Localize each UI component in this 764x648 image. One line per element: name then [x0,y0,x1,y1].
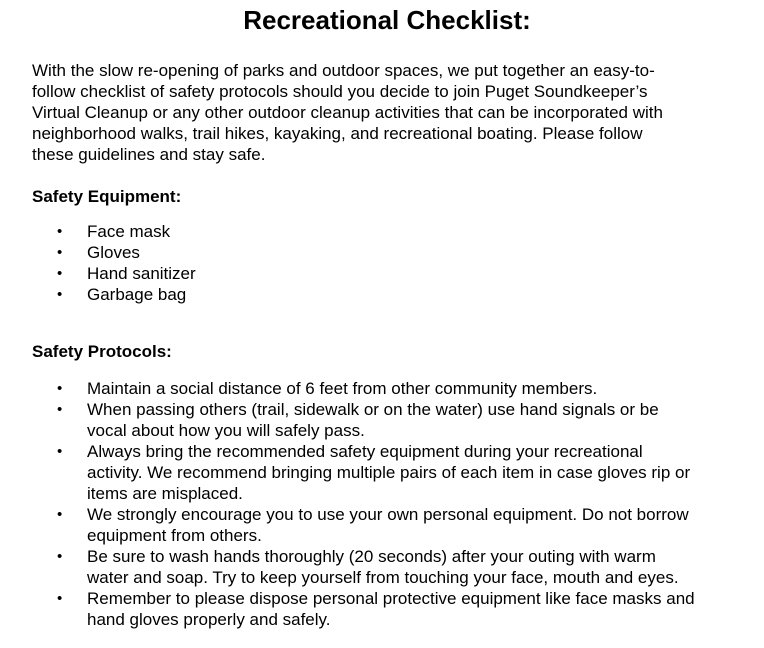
bullet-icon: • [57,223,63,240]
list-item-text: Hand sanitizer [87,264,196,283]
list-item [0,378,695,399]
list-item [0,242,196,263]
list-item [0,546,695,588]
list-item-text: Gloves [87,243,140,262]
list-item [0,263,196,284]
list-item [0,588,695,630]
list-item-text: Face mask [87,222,171,241]
list-item-text: equipment from others. [87,526,262,545]
intro-line: With the slow re-opening of parks and outdoor spaces, we put together an easy-to- [32,61,655,80]
bullet-icon: • [57,401,63,418]
intro-line: follow checklist of safety protocols should you decide to join Puget Soundkeeper’s [32,82,648,101]
safety-equipment-list [0,221,196,305]
list-item-text: We strongly encourage you to use your own personal equipment. Do not borrow [87,505,689,524]
list-item-text: Garbage bag [87,285,187,304]
list-item-text: vocal about how you will safely pass. [87,421,365,440]
page-title: Recreational Checklist: [243,5,531,35]
intro-line: Virtual Cleanup or any other outdoor cleanup activities that can be incorporated with [32,103,663,122]
bullet-icon: • [57,443,63,460]
bullet-icon: • [57,506,63,523]
bullet-icon: • [57,265,63,282]
bullet-icon: • [57,590,63,607]
list-item [0,284,196,305]
intro-line: neighborhood walks, trail hikes, kayaking, and recreational boating. Please follow [32,124,643,143]
list-item-text: Maintain a social distance of 6 feet from other community members. [87,379,598,398]
list-item-text: Remember to please dispose personal protective equipment like face masks and [87,589,695,608]
list-item-text: activity. We recommend bringing multiple pairs of each item in case gloves rip or [87,463,691,482]
intro-paragraph [32,60,762,165]
bullet-icon: • [57,244,63,261]
list-item [0,221,196,242]
list-item-text: Always bring the recommended safety equipment during your recreational [87,442,643,461]
safety-protocols-heading: Safety Protocols: [32,342,172,361]
safety-equipment-heading: Safety Equipment: [32,187,182,206]
bullet-icon: • [57,286,63,303]
list-item-text: When passing others (trail, sidewalk or on the water) use hand signals or be [87,400,659,419]
list-item-text: Be sure to wash hands thoroughly (20 seconds) after your outing with warm [87,547,656,566]
intro-line: these guidelines and stay safe. [32,145,266,164]
list-item-text: items are misplaced. [87,484,243,503]
bullet-icon: • [57,548,63,565]
list-item-text: water and soap. Try to keep yourself from touching your face, mouth and eyes. [87,568,679,587]
list-item [0,504,695,546]
safety-protocols-list [0,378,695,630]
list-item [0,399,695,441]
list-item [0,441,695,504]
bullet-icon: • [57,380,63,397]
list-item-text: hand gloves properly and safely. [87,610,331,629]
